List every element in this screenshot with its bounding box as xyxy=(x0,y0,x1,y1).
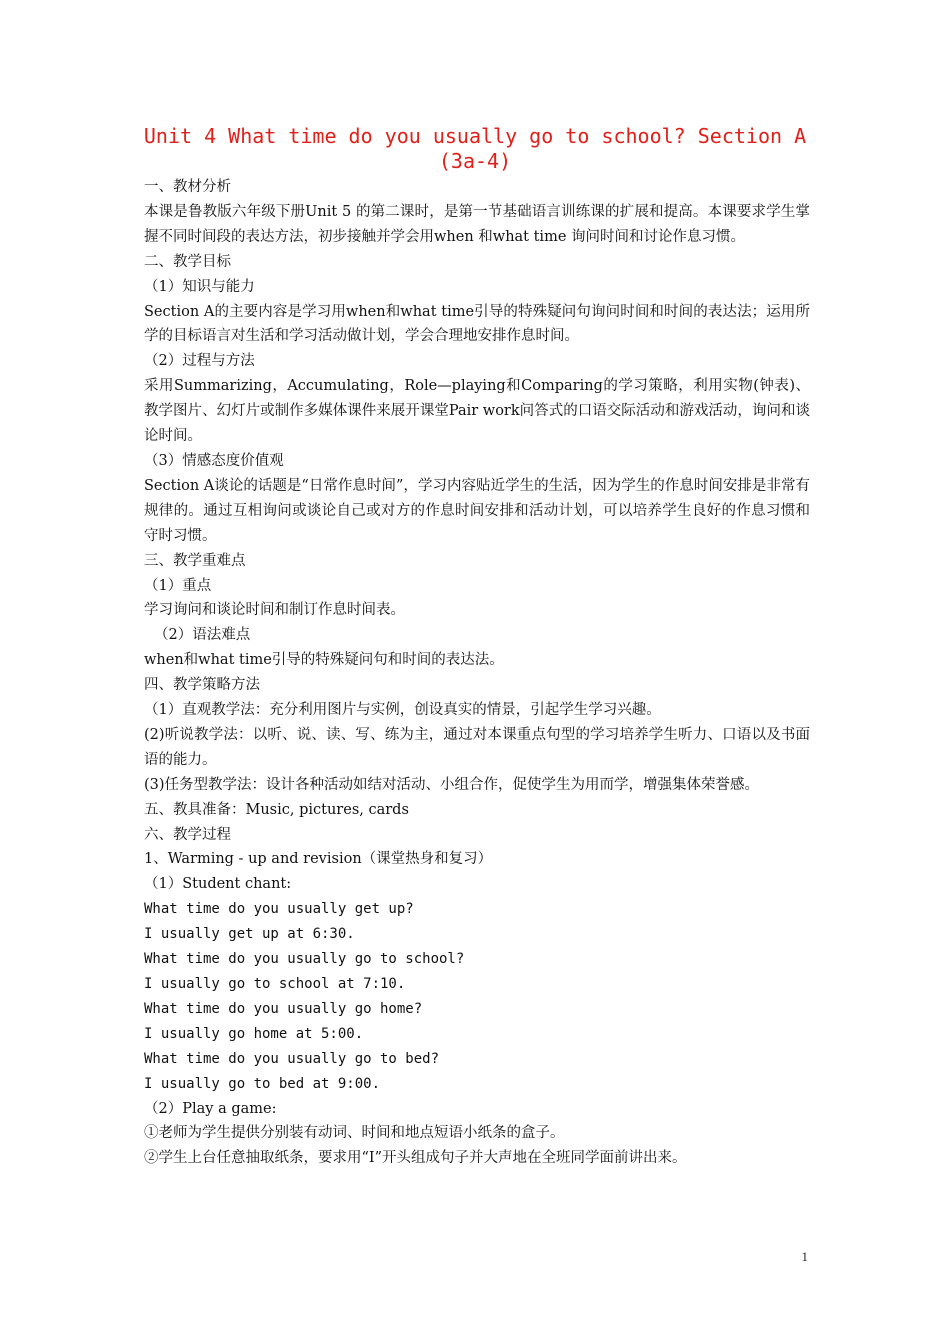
paragraph: 本课是鲁教版六年级下册Unit 5 的第二课时，是第一节基础语言训练课的扩展和提高。本课要求学生掌握不同时间段的表达方法，初步接触并学会用when 和what time 询问时间和讨论作息习惯。 xyxy=(144,203,810,245)
paragraph: （2）Play a game: xyxy=(144,1100,277,1117)
paragraph: What time do you usually go to bed? xyxy=(144,1050,440,1067)
paragraph: 三、教学重难点 xyxy=(144,552,246,569)
paragraph: What time do you usually go home? xyxy=(144,1000,423,1017)
paragraph: 二、教学目标 xyxy=(144,253,231,270)
paragraph: 六、教学过程 xyxy=(144,826,231,843)
paragraph: ①老师为学生提供分别装有动词、时间和地点短语小纸条的盒子。 xyxy=(144,1125,565,1142)
paragraph: 一、教材分析 xyxy=(144,179,231,195)
paragraph: （1）重点 xyxy=(144,577,212,594)
paragraph: What time do you usually go to school? xyxy=(144,951,465,968)
paragraph: Section A谈论的话题是“日常作息时间”，学习内容贴近学生的生活，因为学生的作息时间安排是非常有规律的。通过互相询问或谈论自己或对方的作息时间安排和活动计划，可以培养学生良好的作息习惯和守时习惯。 xyxy=(144,477,810,544)
paragraph: What time do you usually get up? xyxy=(144,901,414,918)
paragraph: （1）Student chant: xyxy=(144,876,292,893)
paragraph: Section A的主要内容是学习用when和what time引导的特殊疑问句询问时间和时间的表达法；运用所学的目标语言对生活和学习活动做计划，学会合理地安排作息时间。 xyxy=(144,303,810,345)
paragraph: I usually get up at 6:30. xyxy=(144,926,355,943)
paragraph: 学习询问和谈论时间和制订作息时间表。 xyxy=(144,602,405,619)
document-body xyxy=(144,175,810,1171)
paragraph: when和what time引导的特殊疑问句和时间的表达法。 xyxy=(144,652,504,669)
paragraph: I usually go home at 5:00. xyxy=(144,1025,364,1042)
document-title-line-2: (3a-4) xyxy=(438,149,512,173)
paragraph: 1、Warming - up and revision（课堂热身和复习） xyxy=(144,851,493,868)
paragraph: 采用Summarizing，Accumulating，Role—playing和Comparing的学习策略，利用实物(钟表)、教学图片、幻灯片或制作多媒体课件来展开课堂Pair work问答式的口语交际活动和游戏活动，询问和谈论时间。 xyxy=(144,378,810,445)
page-number: 1 xyxy=(801,1249,808,1264)
paragraph: （2）语法难点 xyxy=(154,627,251,644)
paragraph: （2）过程与方法 xyxy=(144,353,255,370)
paragraph: 四、教学策略方法 xyxy=(144,677,260,694)
paragraph: I usually go to bed at 9:00. xyxy=(144,1075,381,1092)
paragraph: I usually go to school at 7:10. xyxy=(144,976,406,992)
paragraph: ②学生上台任意抽取纸条，要求用“I”开头组成句子并大声地在全班同学面前讲出来。 xyxy=(144,1150,687,1167)
paragraph: 五、教具准备：Music, pictures, cards xyxy=(144,801,409,818)
document-title-line-1: Unit 4 What time do you usually go to school? Section A xyxy=(143,124,807,148)
paragraph: (3)任务型教学法：设计各种活动如结对活动、小组合作，促使学生为用而学，增强集体荣誉感。 xyxy=(144,776,760,793)
paragraph: （1）直观教学法：充分利用图片与实例，创设真实的情景，引起学生学习兴趣。 xyxy=(144,702,661,719)
paragraph: （3）情感态度价值观 xyxy=(144,452,284,469)
paragraph: （1）知识与能力 xyxy=(144,278,255,295)
paragraph: (2)听说教学法：以听、说、读、写、练为主，通过对本课重点句型的学习培养学生听力、口语以及书面语的能力。 xyxy=(144,726,810,768)
